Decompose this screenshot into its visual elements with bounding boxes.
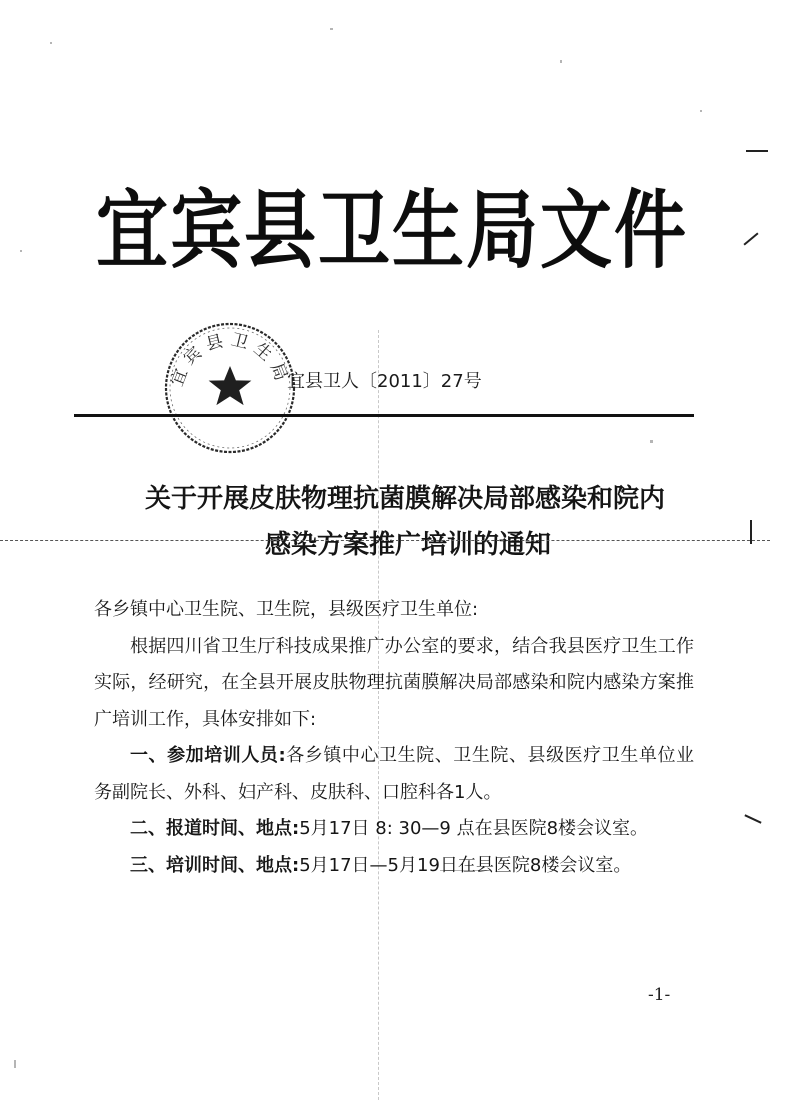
scan-speck	[20, 250, 22, 252]
notice-body	[94, 592, 694, 884]
item-text: 5月17日 8: 30—9 点在县医院8楼会议室。	[299, 818, 649, 839]
masthead-title: 宜宾县卫生局文件	[96, 179, 689, 281]
official-seal	[160, 318, 300, 458]
item-training	[94, 848, 694, 885]
notice-title-line-1: 关于开展皮肤物理抗菌膜解决局部感染和院内	[144, 484, 665, 514]
item-heading: 二、报道时间、地点:	[130, 818, 300, 839]
scan-dashed-line	[0, 540, 770, 542]
edge-mark	[746, 150, 768, 152]
scan-speck	[330, 28, 333, 30]
header-separator-line	[74, 414, 694, 417]
notice-title-line-2: 感染方案推广培训的通知	[264, 530, 551, 560]
edge-mark	[744, 814, 761, 823]
item-text: 各乡镇中心卫生院、卫生院、县级医疗卫生单位业务副院长、外科、妇产科、皮肤科、口腔科各1人。	[94, 745, 695, 803]
item-heading: 三、培训时间、地点:	[130, 854, 300, 876]
salutation: 各乡镇中心卫生院、卫生院，县级医疗卫生单位:	[94, 599, 479, 620]
page-number: -1-	[648, 985, 671, 1005]
scan-speck	[700, 110, 702, 112]
edge-mark	[743, 232, 758, 245]
scan-speck	[650, 440, 653, 443]
notice-title	[60, 476, 750, 568]
item-heading: 一、参加培训人员:	[130, 745, 286, 766]
item-participants	[94, 738, 694, 811]
item-text: 5月17日—5月19日在县医院8楼会议室。	[299, 854, 632, 876]
intro-paragraph: 根据四川省卫生厅科技成果推广办公室的要求，结合我县医疗卫生工作实际，经研究，在全县开展皮肤物理抗菌膜解决局部感染和院内感染方案推广培训工作，具体安排如下:	[94, 635, 694, 730]
scan-speck	[50, 42, 52, 44]
scan-speck	[560, 60, 562, 63]
item-registration	[94, 811, 694, 848]
svg-text:宜宾县卫生局: 宜宾县卫生局	[167, 330, 293, 390]
scan-speck	[14, 1060, 16, 1068]
document-number: 宜县卫人〔2011〕27号	[287, 371, 482, 392]
